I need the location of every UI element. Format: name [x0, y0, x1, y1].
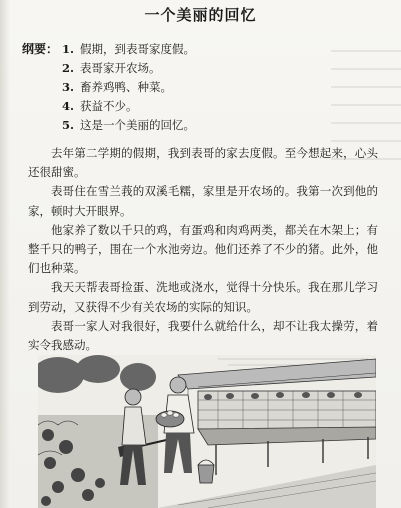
- page-edge-shadow: [0, 0, 10, 508]
- outline-item-text: 这是一个美丽的回忆。: [80, 118, 195, 132]
- outline-item-number: 2.: [62, 61, 75, 75]
- outline-item-number: 3.: [62, 80, 75, 94]
- outline-label: 纲要：: [22, 42, 59, 56]
- outline-item-number: 1.: [62, 42, 75, 56]
- outline-item-text: 假期，到表哥家度假。: [80, 42, 195, 56]
- farm-scene-drawing: [38, 355, 376, 508]
- outline-list: [62, 40, 195, 135]
- show-through-text: [331, 40, 401, 160]
- outline-item: [62, 97, 195, 116]
- essay-body: [28, 144, 378, 355]
- outline-item: [62, 59, 195, 78]
- outline-item-number: 4.: [62, 99, 75, 113]
- outline-item-text: 畜养鸡鸭、种菜。: [80, 80, 172, 94]
- paragraph: 我天天帮表哥捡蛋、洗地或浇水，觉得十分快乐。我在那儿学习到劳动，又获得不少有关农场的实际的知识。: [28, 280, 378, 314]
- paragraph: 去年第二学期的假期，我到表哥的家去度假。至今想起来，心头还很甜蜜。: [28, 146, 378, 180]
- outline-item-number: 5.: [62, 118, 75, 132]
- outline-item: [62, 40, 195, 59]
- paragraph: 表哥一家人对我很好，我要什么就给什么，却不让我太操劳，着实令我感动。: [28, 318, 378, 353]
- outline-item: [62, 116, 195, 135]
- outline-item-text: 表哥家开农场。: [80, 61, 161, 75]
- outline-item: [62, 78, 195, 97]
- essay-title: 一个美丽的回忆: [144, 6, 257, 24]
- paragraph: 他家养了数以千只的鸡，有蛋鸡和肉鸡两类，都关在木架上；有整千只的鸭子，围在一个水池旁边。他们还养了不少的猪。此外，他们也种菜。: [28, 222, 378, 276]
- farm-illustration: [38, 355, 376, 508]
- paragraph: 表哥住在雪兰莪的双溪毛糯，家里是开农场的。我第一次到他的家，顿时大开眼界。: [28, 184, 378, 218]
- outline-item-text: 获益不少。: [80, 99, 138, 113]
